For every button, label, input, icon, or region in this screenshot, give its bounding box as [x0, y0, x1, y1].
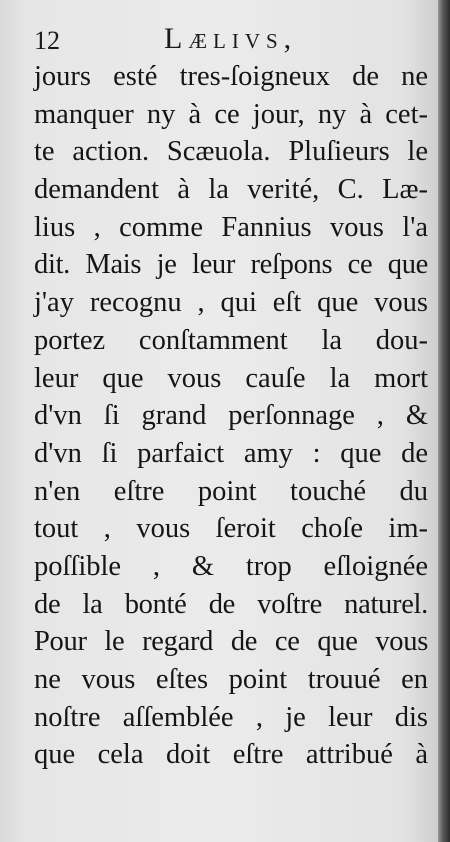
- page-edge-shadow: [438, 0, 450, 842]
- text-line: tout , vous ſeroit choſe im-: [34, 513, 428, 545]
- text-line: dit. Mais je leur reſpons ce que: [34, 249, 428, 281]
- text-line: lius , comme Fannius vous l'a: [34, 211, 428, 243]
- text-line: ne vous eſtes point trouué en: [34, 664, 428, 695]
- running-head: Lælivs,: [164, 22, 298, 55]
- text-line: de la bonté de voſtre naturel.: [34, 588, 428, 620]
- text-line: portez conſtamment la dou-: [34, 324, 428, 356]
- text-line: noſtre aſſemblée , je leur dis: [34, 701, 428, 733]
- page-number: 12: [34, 26, 60, 55]
- text-line: te action. Scæuola. Pluſieurs le: [34, 136, 428, 168]
- text-line: d'vn ſi grand perſonnage , &: [34, 400, 428, 432]
- text-line: jours esté tres-ſoigneux de ne: [34, 61, 428, 92]
- text-line: n'en eſtre point touché du: [34, 475, 428, 507]
- text-line: demandent à la verité, C. Læ-: [34, 174, 428, 206]
- text-line: d'vn ſi parfaict amy : que de: [34, 437, 428, 469]
- text-line: manquer ny à ce jour, ny à cet-: [34, 98, 428, 130]
- page-header: [34, 22, 424, 58]
- body-text: [34, 58, 428, 774]
- text-line: leur que vous cauſe la mort: [34, 362, 428, 394]
- text-line: Pour le regard de ce que vous: [34, 626, 428, 658]
- text-line: poſſible , & trop eſloignée: [34, 550, 428, 582]
- text-line: que cela doit eſtre attribué à: [34, 739, 428, 771]
- text-line: j'ay recognu , qui eſt que vous: [34, 287, 428, 319]
